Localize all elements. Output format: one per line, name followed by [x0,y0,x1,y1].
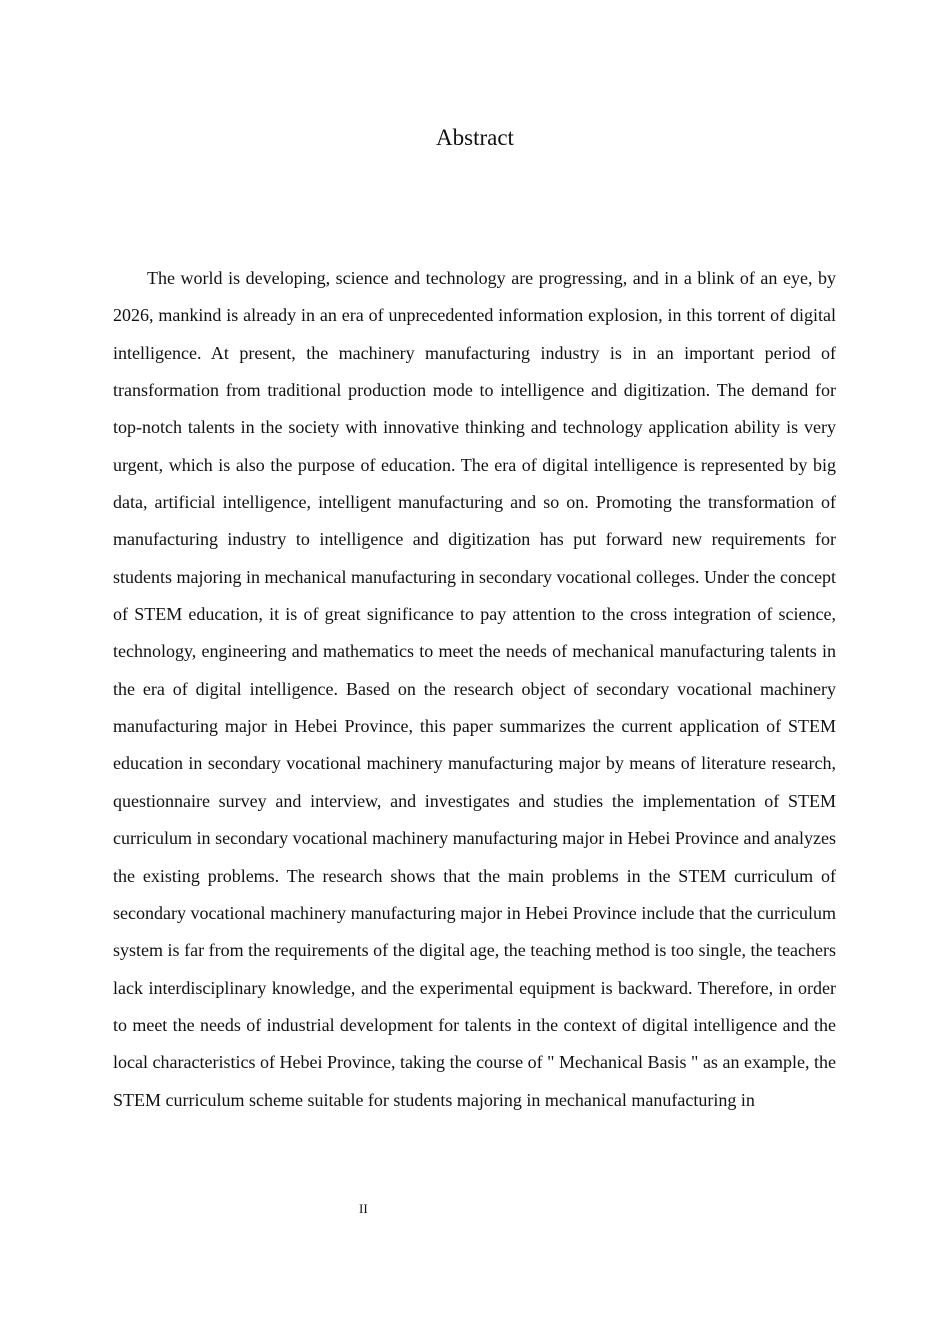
abstract-title: Abstract [436,125,514,150]
abstract-body: The world is developing, science and technology are progressing, and in a blink of an eye, by 2026, mankind is already in an era of unprecedented information explosion, in this torrent of digital intelligence. At present, the machinery manufacturing industry is in an important period of transformation from traditional production mode to intelligence and digitization. The demand for top-notch talents in the society with innovative thinking and technology application ability is very urgent, which is also the purpose of education. The era of digital intelligence is represented by big data, artificial intelligence, intelligent manufacturing and so on. Promoting the transformation of manufacturing industry to intelligence and digitization has put forward new requirements for students majoring in mechanical manufacturing in secondary vocational colleges. Under the concept of STEM education, it is of great significance to pay attention to the cross integration of science, technology, engineering and mathematics to meet the needs of mechanical manufacturing talents in the era of digital intelligence. Based on the research object of secondary vocational machinery manufacturing major in Hebei Province, this paper summarizes the current application of STEM education in secondary vocational machinery manufacturing major by means of literature research, questionnaire survey and interview, and investigates and studies the implementation of STEM curriculum in secondary vocational machinery manufacturing major in Hebei Province and analyzes the existing problems. The research shows that the main problems in the STEM curriculum of secondary vocational machinery manufacturing major in Hebei Province include that the curriculum system is far from the requirements of the digital age, the teaching method is too single, the teachers lack interdisciplinary knowledge, and the experimental equipment is backward. Therefore, in order to meet the needs of industrial development for talents in the context of digital intelligence and the local characteristics of Hebei Province, taking the course of " Mechanical Basis " as an example, the STEM curriculum scheme suitable for students majoring in mechanical manufacturing in [113,268,836,1110]
page-number: II [359,1201,368,1216]
